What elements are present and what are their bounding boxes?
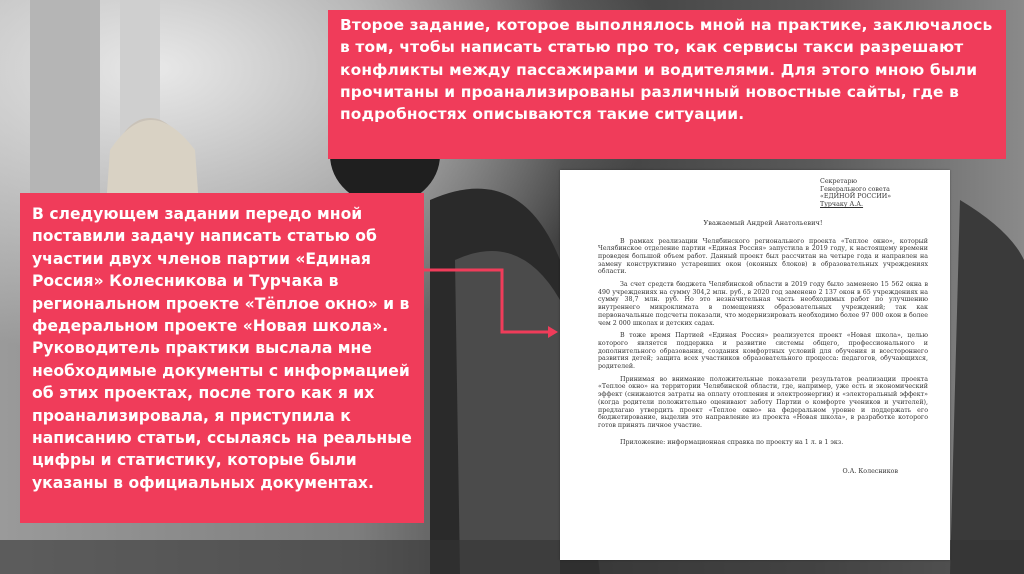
document-paragraph: Принимая во внимание положительные показатели результатов реализации проекта «Теплое окно» на территории Челябинской области, где, например, уже есть и экономический эффект (снижаются затраты на оплату отопления и электроэнергии) и «электоральный эффект» (когда родители положительно оценивают заботу Партии о комфорте учеников и учителей), предлагаю утвердить проект «Теплое окно» на федеральном уровне и поддержать его бюджетирование, выделив это направление из проекта «Новая школа», в разработке которого готов принять личное участие. [598, 375, 928, 429]
top-text-box [328, 10, 1006, 159]
addressee-line: Секретарю [820, 178, 857, 185]
document-signature: О.А. Колесников [842, 468, 898, 476]
document-enclosure: Приложение: информационная справка по проекту на 1 л. в 1 экз. [620, 438, 844, 446]
left-box-text: В следующем задании передо мной поставили задачу написать статью об участии двух членов партии «Единая Россия» Колесникова и Турчака в региональном проекте «Тёплое окно» и в федеральном проекте «Новая школа». Руководитель практики выслала мне необходимые документы с информацией об этих проектах, после того как я их проанализировала, я приступила к написанию статьи, ссылаясь на реальные цифры и статистику, которые были указаны в официальных документах. [32, 205, 412, 492]
left-text-box [20, 193, 424, 523]
addressee-line: «ЕДИНОЙ РОССИИ» [820, 193, 892, 201]
document-paragraph: В тоже время Партией «Единая Россия» реализуется проект «Новая школа», целью которого является поддержка и развитие системы общего, профессионального и дополнительного образования, создания комфортных условий для обучения и всестороннего развития детей; защита всех участников образовательного процесса: педагогов, обучающихся, родителей. [598, 332, 928, 371]
addressee-line: Генерального совета [820, 185, 890, 193]
document-paragraph: За счет средств бюджета Челябинской области в 2019 году было заменено 15 562 окна в 490 учреждениях на сумму 304,2 млн. руб., в 2020 год заменено 2 137 окон в 65 учреждениях на сумму 38,7 млн. руб. Но это незначительная часть необходимых работ по улучшению внутреннего микроклимата в помещениях образовательных учреждений; так как первоначальные подсчеты показали, что модернизировать необходимо более 97 000 окон в более чем 2 000 школах и детских садах. [598, 281, 928, 327]
document-paragraph: В рамках реализации Челябинского регионального проекта «Теплое окно», который Челябинское отделение партии «Единая Россия» запустила в 2019 году, к настоящему времени проведен большой объем работ. Данный проект был рассчитан на четыре года и направлен на замену конструктивно устаревших окон (оконных блоков) в образовательных учреждениях области. [598, 237, 928, 276]
top-box-text: Второе задание, которое выполнялось мной на практике, заключалось в том, чтобы написать статью про то, как сервисы такси разрешают конфликты между пассажирами и водителями. Для этого мною были прочитаны и проанализированы различный новостные сайты, где в подробностях описываются такие ситуации. [340, 16, 993, 124]
addressee-line: Турчаку А.А. [820, 201, 864, 209]
document-greeting: Уважаемый Андрей Анатольевич! [703, 218, 823, 227]
document-image [560, 170, 950, 560]
document-addressee [820, 178, 940, 209]
